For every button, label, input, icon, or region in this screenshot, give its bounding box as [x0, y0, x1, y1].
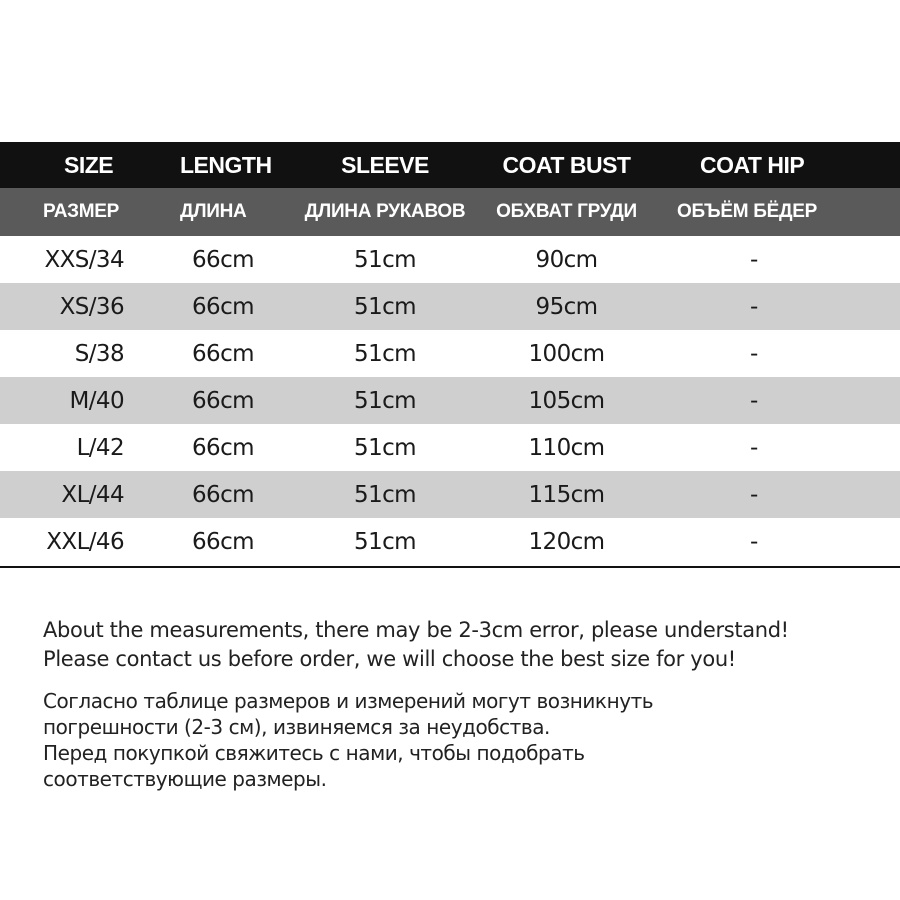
size-cell: XXL/46: [46, 528, 124, 555]
measurement-notes: [43, 616, 893, 792]
sleeve-cell: 51cm: [354, 246, 416, 273]
note-ru-line-2: погрешности (2-3 см), извиняемся за неудобства.: [43, 715, 550, 739]
table-row: [0, 377, 900, 424]
note-en-line-2: Please contact us before order, we will choose the best size for you!: [43, 647, 736, 671]
note-ru-line-1: Согласно таблице размеров и измерений могут возникнуть: [43, 689, 654, 713]
size-cell: XL/44: [0, 471, 174, 518]
header-length: LENGTH: [174, 142, 282, 188]
note-ru-block: [43, 688, 893, 792]
header-sleeve-ru: ДЛИНА РУКАВОВ: [282, 188, 488, 236]
length-cell: 66cm: [174, 471, 282, 518]
header-row-english: [0, 142, 900, 188]
note-en-line-1: About the measurements, there may be 2-3cm error, please understand!: [43, 618, 789, 642]
header-row-russian: [0, 188, 900, 236]
sleeve-cell: 51cm: [354, 528, 416, 555]
sleeve-cell: 51cm: [354, 434, 416, 461]
length-cell: 66cm: [174, 283, 282, 330]
hip-cell: -: [645, 471, 900, 518]
hip-cell: -: [645, 283, 900, 330]
table-row: [0, 236, 900, 283]
bust-cell: 100cm: [528, 340, 605, 367]
hip-cell: -: [750, 528, 758, 555]
size-cell: S/38: [74, 340, 124, 367]
header-coat-hip-ru: ОБЪЁМ БЁДЕР: [645, 188, 900, 236]
bust-cell: 105cm: [488, 377, 645, 424]
size-cell: XXS/34: [44, 246, 124, 273]
hip-cell: -: [750, 434, 758, 461]
table-row: [0, 330, 900, 377]
hip-cell: -: [750, 340, 758, 367]
size-cell: XS/36: [0, 283, 174, 330]
sleeve-cell: 51cm: [282, 377, 488, 424]
size-chart-table: [0, 142, 900, 565]
sleeve-cell: 51cm: [282, 471, 488, 518]
bust-cell: 90cm: [535, 246, 598, 273]
length-cell: 66cm: [192, 246, 254, 273]
length-cell: 66cm: [192, 434, 254, 461]
hip-cell: -: [750, 246, 758, 273]
size-cell: M/40: [0, 377, 174, 424]
bust-cell: 110cm: [528, 434, 605, 461]
size-cell: L/42: [76, 434, 124, 461]
header-coat-hip: COAT HIP: [645, 142, 900, 188]
hip-cell: -: [645, 377, 900, 424]
header-coat-bust-ru: ОБХВАТ ГРУДИ: [488, 188, 645, 236]
header-coat-bust: COAT BUST: [488, 142, 645, 188]
sleeve-cell: 51cm: [282, 283, 488, 330]
note-ru-line-3: Перед покупкой свяжитесь с нами, чтобы подобрать: [43, 741, 585, 765]
table-bottom-rule: [0, 566, 900, 568]
table-row: [0, 424, 900, 471]
note-ru-line-4: соответствующие размеры.: [43, 767, 327, 791]
bust-cell: 95cm: [488, 283, 645, 330]
table-row: [0, 283, 900, 330]
bust-cell: 120cm: [528, 528, 605, 555]
header-length-ru: ДЛИНА: [174, 188, 282, 236]
header-sleeve: SLEEVE: [282, 142, 488, 188]
table-row: [0, 471, 900, 518]
length-cell: 66cm: [192, 528, 254, 555]
sleeve-cell: 51cm: [354, 340, 416, 367]
header-size: SIZE: [0, 142, 174, 188]
table-row: [0, 518, 900, 565]
length-cell: 66cm: [192, 340, 254, 367]
bust-cell: 115cm: [488, 471, 645, 518]
length-cell: 66cm: [174, 377, 282, 424]
header-size-ru: РАЗМЕР: [0, 188, 174, 236]
